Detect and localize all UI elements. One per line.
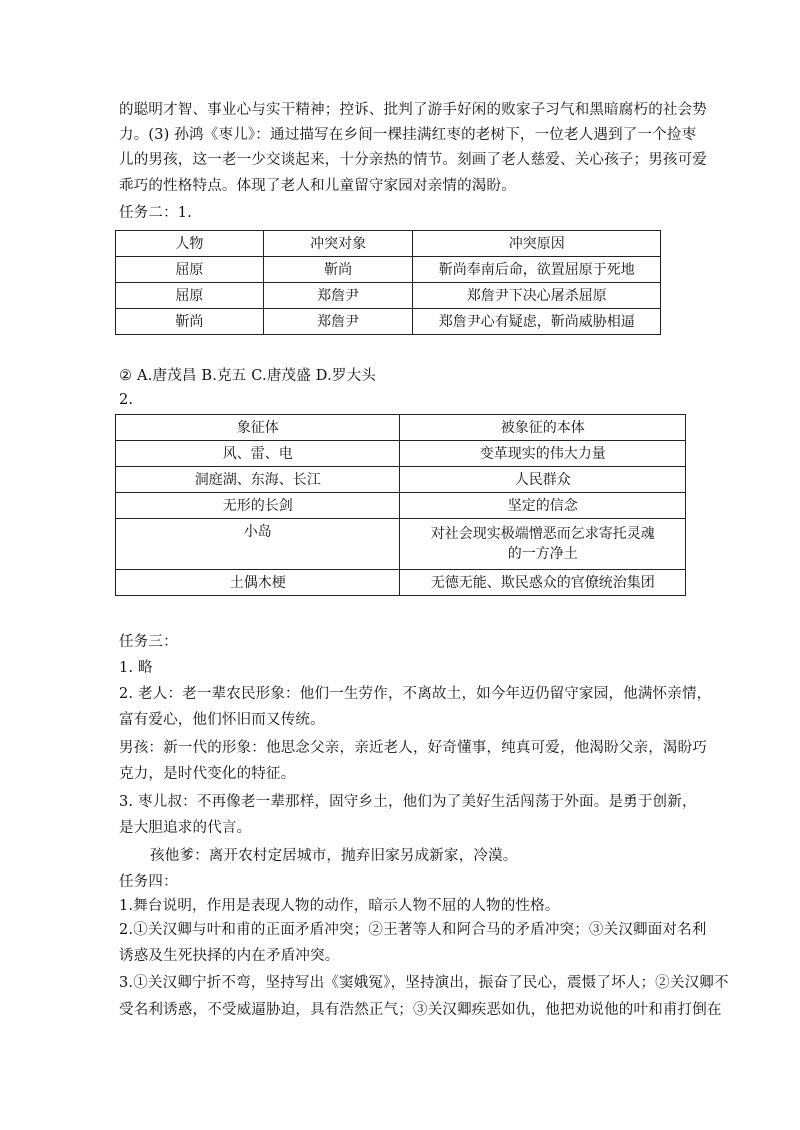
task4-line: 2.①关汉卿与叶和甫的正面矛盾冲突；②王著等人和阿合马的矛盾冲突；③关汉卿面对名利: [119, 922, 707, 938]
table-header-row: [116, 231, 661, 257]
table-cell: 靳尚: [263, 257, 413, 283]
table-row: [116, 441, 686, 467]
paragraph-line: 的聪明才智、事业心与实干精神；控诉、批判了游手好闲的败家子习气和黑暗腐朽的社会势: [119, 102, 707, 118]
table-cell: 屈原: [116, 257, 264, 283]
task4-line: 受名利诱惑，不受威逼胁迫，具有浩然正气；③关汉卿疾恶如仇，他把劝说他的叶和甫打倒在: [119, 1002, 722, 1018]
task4-line: 1.舞台说明，作用是表现人物的动作，暗示人物不屈的人物的性格。: [119, 898, 560, 914]
table-cell: 靳尚奉南后命，欲置屈原于死地: [413, 257, 661, 283]
table-cell: 屈原: [116, 283, 264, 309]
table-row: [116, 257, 661, 283]
table-cell: 变革现实的伟大力量: [400, 441, 686, 467]
paragraph-line: 儿的男孩，这一老一少交谈起来，十分亲热的情节。刻画了老人慈爱、关心孩子；男孩可爱: [119, 152, 707, 168]
table-cell: 郑詹尹下决心屠杀屈原: [413, 283, 661, 309]
table-header-cell: 人物: [116, 231, 264, 257]
table-cell: 坚定的信念: [400, 493, 686, 519]
task3-indented-line: 孩他爹：离开农村定居城市，抛弃旧家另成新家，冷漠。: [150, 848, 518, 864]
table-header-cell: 象征体: [116, 415, 400, 441]
task4-heading: 任务四：: [119, 874, 178, 890]
table-cell: 郑詹尹心有疑虑，靳尚威胁相逼: [413, 309, 661, 335]
table-header-cell: 冲突对象: [263, 231, 413, 257]
table-cell: 人民群众: [400, 467, 686, 493]
choices-line: ② A.唐茂昌 B.克五 C.唐茂盛 D.罗大头: [119, 368, 376, 384]
table-cell: 郑詹尹: [263, 309, 413, 335]
table-cell: 郑詹尹: [263, 283, 413, 309]
table-header-cell: 冲突原因: [413, 231, 661, 257]
item-label: 2.: [119, 392, 134, 408]
task3-line: 2. 老人：老一辈农民形象：他们一生劳作，不离故土，如今年迈仍留守家园，他满怀亲情，: [119, 686, 712, 702]
table-row: [116, 309, 661, 335]
table-row: [116, 570, 686, 596]
table-cell: 土偶木梗: [116, 570, 400, 596]
task3-heading: 任务三：: [119, 634, 178, 650]
table-cell: 靳尚: [116, 309, 264, 335]
table-cell: 无形的长剑: [116, 493, 400, 519]
task3-line: 富有爱心，他们怀旧而又传统。: [119, 712, 325, 728]
table-cell: 小岛: [116, 519, 400, 570]
table-cell: 风、雷、电: [116, 441, 400, 467]
table-row: [116, 283, 661, 309]
table-row: [116, 519, 686, 570]
task3-line: 男孩：新一代的形象：他思念父亲，亲近老人，好奇懂事，纯真可爱，他渴盼父亲，渴盼巧: [119, 740, 707, 756]
task3-line: 是大胆追求的代言。: [119, 820, 252, 836]
paragraph-line: 力。(3) 孙鸿《枣儿》：通过描写在乡间一棵挂满红枣的老树下，一位老人遇到了一个捡枣: [119, 127, 697, 143]
task3-line: 3. 枣儿叔：不再像老一辈那样，固守乡土，他们为了美好生活闯荡于外面。是勇于创新，: [119, 794, 697, 810]
table-cell: 无德无能、欺民惑众的官僚统治集团: [400, 570, 686, 596]
task3-line: 克力，是时代变化的特征。: [119, 766, 296, 782]
table-cell: 对社会现实极端憎恶而乞求寄托灵魂的一方净土: [400, 519, 686, 570]
conflict-table: [115, 230, 661, 335]
paragraph-line: 乖巧的性格特点。体现了老人和儿童留守家园对亲情的渴盼。: [119, 178, 516, 194]
table-row: [116, 467, 686, 493]
symbol-table: [115, 414, 686, 596]
task4-line: 诱惑及生死抉择的内在矛盾冲突。: [119, 948, 340, 964]
table-cell: 洞庭湖、东海、长江: [116, 467, 400, 493]
task2-heading: 任务二：1.: [119, 205, 193, 221]
task3-line: 1. 略: [119, 660, 153, 676]
table-header-row: [116, 415, 686, 441]
table-row: [116, 493, 686, 519]
task4-line: 3.①关汉卿宁折不弯，坚持写出《窦娥冤》，坚持演出，振奋了民心，震慑了坏人；②关汉卿不: [119, 975, 729, 991]
table-header-cell: 被象征的本体: [400, 415, 686, 441]
